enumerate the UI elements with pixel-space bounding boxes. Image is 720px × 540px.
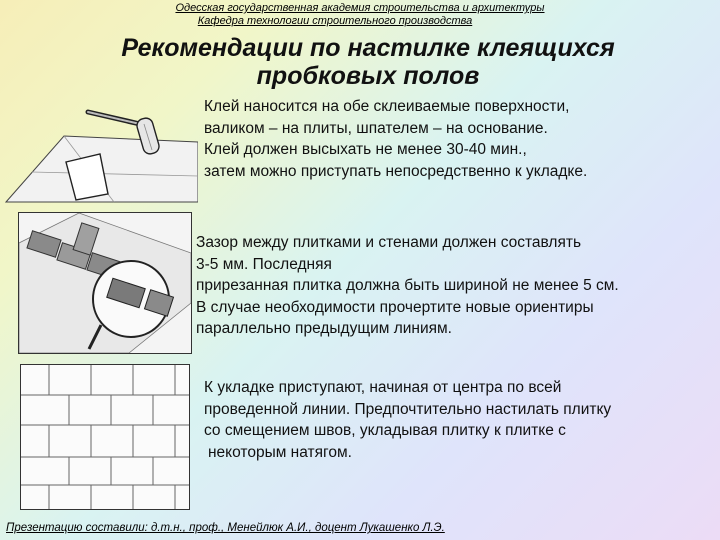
text-line: валиком – на плиты, шпателем – на основание. (204, 119, 548, 137)
department-name: Кафедра технологии строительного производства (197, 15, 473, 27)
text-line: Зазор между плитками и стенами должен составлять (196, 234, 582, 251)
text-line: параллельно предыдущим линиям. (196, 320, 452, 337)
section-glue-text (204, 96, 587, 182)
text-line: Клей наносится на обе склеиваемые поверхности, (204, 98, 570, 115)
text-line: К укладке приступают, начиная от центра по всей (204, 379, 562, 396)
tile-gap-illustration (18, 212, 192, 354)
text-line: проведенной линии. Предпочтительно настилать плитку (204, 400, 612, 418)
authors-footer: Презентацию составили: д.т.н., проф., Менейлюк А.И., доцент Лукашенко Л.Э. (6, 522, 445, 534)
text-line: некоторым натягом. (208, 443, 352, 461)
academy-name: Одесская государственная академия строительства и архитектуры (175, 2, 545, 14)
title-line-2: пробковых полов (256, 62, 480, 90)
text-line: прирезанная плитка должна быть шириной не менее 5 см. (196, 277, 619, 294)
glue-roller-illustration (4, 84, 198, 204)
text-line: со смещением швов, укладывая плитку к плитке с (204, 422, 566, 439)
header (0, 2, 720, 28)
title-line-1: Рекомендации по настилке клеящихся (121, 34, 615, 62)
text-line: Клей должен высыхать не менее 30-40 мин., (204, 141, 527, 158)
section-gap-text (196, 232, 619, 340)
page-title (78, 34, 658, 90)
text-line: В случае необходимости прочертите новые ориентиры (196, 298, 594, 316)
text-line: 3-5 мм. Последняя (196, 255, 332, 273)
text-line: затем можно приступать непосредственно к укладке. (204, 162, 588, 180)
section-laying-text (204, 377, 611, 463)
tile-grid-illustration (20, 364, 190, 510)
